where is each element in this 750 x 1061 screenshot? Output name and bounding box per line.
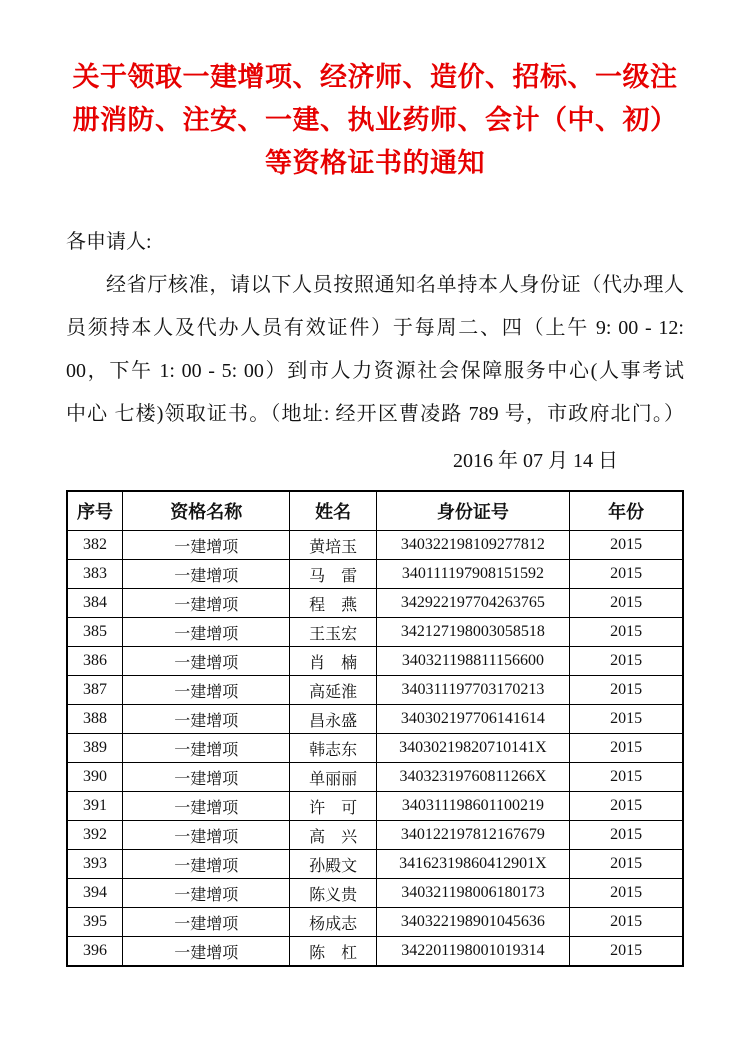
cell-id-number: 340311197703170213 xyxy=(376,676,569,705)
header-index: 序号 xyxy=(67,491,122,531)
cell-name: 高延淮 xyxy=(290,676,376,705)
cell-year: 2015 xyxy=(570,821,683,850)
cell-id-number: 340111197908151592 xyxy=(376,560,569,589)
header-id-number: 身份证号 xyxy=(376,491,569,531)
cell-index: 395 xyxy=(67,908,122,937)
table-row xyxy=(67,821,683,850)
cell-id-number: 34030219820710141X xyxy=(376,734,569,763)
cell-index: 382 xyxy=(67,531,122,560)
issue-date: 2016 年 07 月 14 日 xyxy=(453,450,618,472)
certificates-table xyxy=(66,490,684,967)
greeting-line: 各申请人: xyxy=(66,231,152,253)
cell-id-number: 340321198006180173 xyxy=(376,879,569,908)
cell-year: 2015 xyxy=(570,850,683,879)
notice-title-line: 册消防、注安、一建、执业药师、会计（中、初） xyxy=(72,105,678,135)
cell-year: 2015 xyxy=(570,937,683,967)
table-row xyxy=(67,908,683,937)
cell-year: 2015 xyxy=(570,560,683,589)
cell-name: 程 燕 xyxy=(290,589,376,618)
cell-index: 391 xyxy=(67,792,122,821)
cell-index: 394 xyxy=(67,879,122,908)
table-row xyxy=(67,734,683,763)
cell-id-number: 342922197704263765 xyxy=(376,589,569,618)
header-name: 姓名 xyxy=(290,491,376,531)
table-header-row xyxy=(67,491,683,531)
cell-year: 2015 xyxy=(570,647,683,676)
cell-year: 2015 xyxy=(570,531,683,560)
cell-index: 389 xyxy=(67,734,122,763)
cell-index: 396 xyxy=(67,937,122,967)
cell-index: 384 xyxy=(67,589,122,618)
cell-year: 2015 xyxy=(570,705,683,734)
paragraph-line: 00，下午 1: 00 - 5: 00）到市人力资源社会保障服务中心(人事考试 xyxy=(66,360,684,382)
table-row xyxy=(67,531,683,560)
cell-qualification: 一建增项 xyxy=(122,676,290,705)
cell-qualification: 一建增项 xyxy=(122,850,290,879)
cell-name: 昌永盛 xyxy=(290,705,376,734)
paragraph-line: 中心 七楼)领取证书。（地址: 经开区曹凌路 789 号，市政府北门。） xyxy=(66,403,684,425)
cell-id-number: 342201198001019314 xyxy=(376,937,569,967)
cell-year: 2015 xyxy=(570,879,683,908)
table-row xyxy=(67,850,683,879)
cell-year: 2015 xyxy=(570,792,683,821)
cell-name: 单丽丽 xyxy=(290,763,376,792)
cell-qualification: 一建增项 xyxy=(122,908,290,937)
cell-name: 高 兴 xyxy=(290,821,376,850)
cell-qualification: 一建增项 xyxy=(122,937,290,967)
cell-name: 黄培玉 xyxy=(290,531,376,560)
cell-year: 2015 xyxy=(570,676,683,705)
cell-index: 387 xyxy=(67,676,122,705)
cell-qualification: 一建增项 xyxy=(122,763,290,792)
cell-index: 383 xyxy=(67,560,122,589)
header-qualification: 资格名称 xyxy=(122,491,290,531)
cell-name: 王玉宏 xyxy=(290,618,376,647)
cell-name: 许 可 xyxy=(290,792,376,821)
notice-body xyxy=(66,264,684,436)
table-row xyxy=(67,560,683,589)
cell-index: 393 xyxy=(67,850,122,879)
cell-id-number: 340322198109277812 xyxy=(376,531,569,560)
table-row xyxy=(67,676,683,705)
cell-name: 陈 杠 xyxy=(290,937,376,967)
cell-id-number: 34032319760811266X xyxy=(376,763,569,792)
cell-index: 390 xyxy=(67,763,122,792)
cell-qualification: 一建增项 xyxy=(122,618,290,647)
table-row xyxy=(67,792,683,821)
table-row xyxy=(67,618,683,647)
cell-id-number: 340321198811156600 xyxy=(376,647,569,676)
cell-id-number: 340122197812167679 xyxy=(376,821,569,850)
cell-id-number: 340311198601100219 xyxy=(376,792,569,821)
cell-qualification: 一建增项 xyxy=(122,531,290,560)
notice-title-line: 等资格证书的通知 xyxy=(265,148,485,178)
cell-name: 孙殿文 xyxy=(290,850,376,879)
cell-name: 肖 楠 xyxy=(290,647,376,676)
cell-qualification: 一建增项 xyxy=(122,792,290,821)
cell-qualification: 一建增项 xyxy=(122,821,290,850)
notice-title-line: 关于领取一建增项、经济师、造价、招标、一级注 xyxy=(72,62,678,92)
cell-year: 2015 xyxy=(570,734,683,763)
cell-index: 386 xyxy=(67,647,122,676)
cell-year: 2015 xyxy=(570,618,683,647)
cell-year: 2015 xyxy=(570,763,683,792)
cell-id-number: 34162319860412901X xyxy=(376,850,569,879)
table-row xyxy=(67,879,683,908)
paragraph-line: 员须持本人及代办人员有效证件）于每周二、四（上午 9: 00 - 12: xyxy=(66,317,684,339)
cell-name: 杨成志 xyxy=(290,908,376,937)
cell-index: 388 xyxy=(67,705,122,734)
table-row xyxy=(67,763,683,792)
table-row xyxy=(67,705,683,734)
cell-index: 385 xyxy=(67,618,122,647)
table-body xyxy=(67,531,683,967)
cell-qualification: 一建增项 xyxy=(122,705,290,734)
cell-year: 2015 xyxy=(570,908,683,937)
header-year: 年份 xyxy=(570,491,683,531)
notice-title xyxy=(66,56,684,185)
table-row xyxy=(67,647,683,676)
cell-name: 马 雷 xyxy=(290,560,376,589)
table-row xyxy=(67,589,683,618)
cell-qualification: 一建增项 xyxy=(122,647,290,676)
table-row xyxy=(67,937,683,967)
cell-id-number: 342127198003058518 xyxy=(376,618,569,647)
paragraph-line: 经省厅核准，请以下人员按照通知名单持本人身份证（代办理人 xyxy=(106,274,684,296)
cell-id-number: 340322198901045636 xyxy=(376,908,569,937)
cell-qualification: 一建增项 xyxy=(122,879,290,908)
cell-id-number: 340302197706141614 xyxy=(376,705,569,734)
cell-name: 韩志东 xyxy=(290,734,376,763)
cell-index: 392 xyxy=(67,821,122,850)
cell-qualification: 一建增项 xyxy=(122,589,290,618)
cell-year: 2015 xyxy=(570,589,683,618)
cell-qualification: 一建增项 xyxy=(122,560,290,589)
cell-qualification: 一建增项 xyxy=(122,734,290,763)
cell-name: 陈义贵 xyxy=(290,879,376,908)
